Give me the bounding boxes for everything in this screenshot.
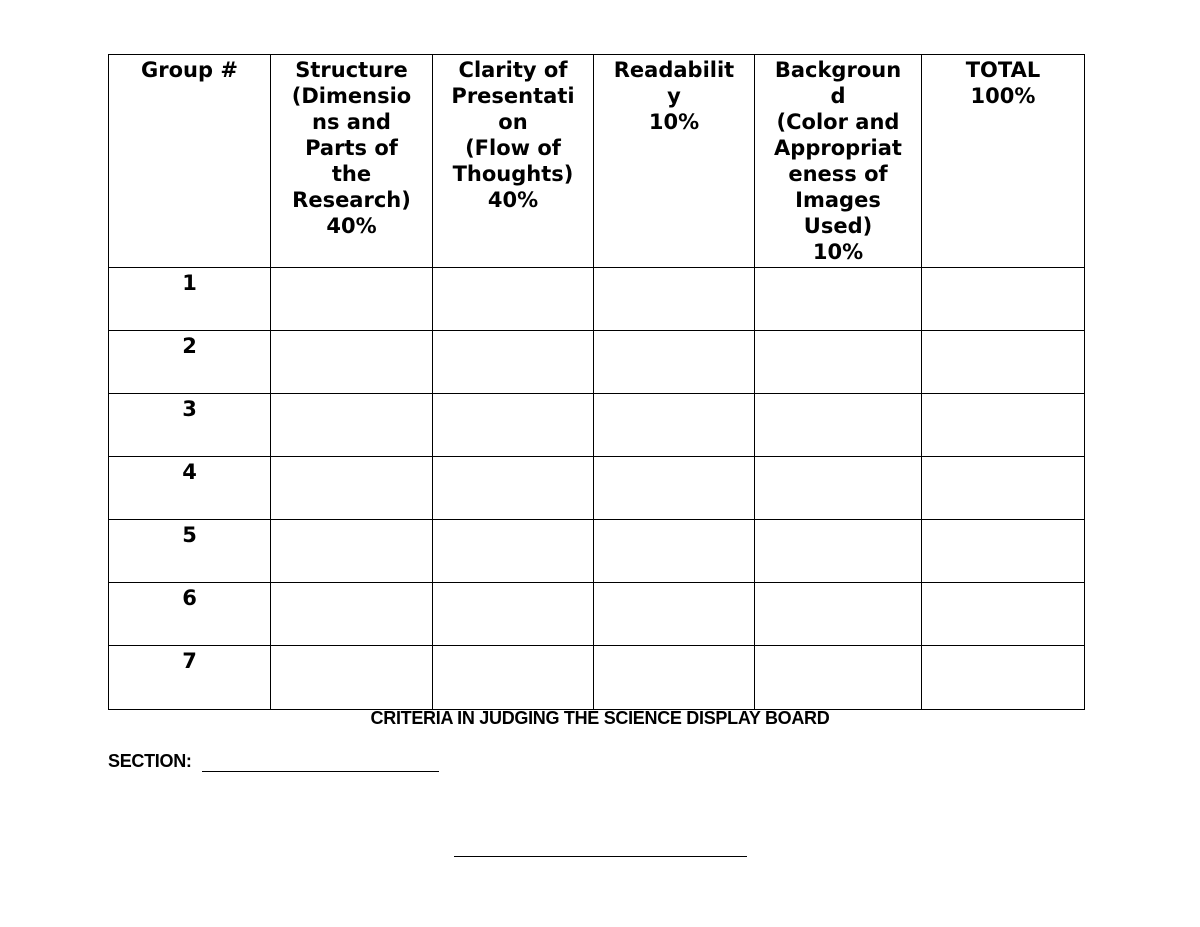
structure-score-cell[interactable] bbox=[271, 331, 433, 394]
background-score-cell[interactable] bbox=[755, 331, 922, 394]
judging-criteria-table bbox=[108, 54, 1085, 710]
structure-score-cell[interactable] bbox=[271, 268, 433, 331]
structure-score-cell[interactable] bbox=[271, 520, 433, 583]
header-readability: Readabilit y 10% bbox=[594, 55, 755, 268]
total-score-cell[interactable] bbox=[922, 394, 1085, 457]
total-score-cell[interactable] bbox=[922, 583, 1085, 646]
total-score-cell[interactable] bbox=[922, 646, 1085, 710]
table-row bbox=[109, 268, 1085, 331]
background-score-cell[interactable] bbox=[755, 520, 922, 583]
table-row bbox=[109, 394, 1085, 457]
total-score-cell[interactable] bbox=[922, 331, 1085, 394]
clarity-score-cell[interactable] bbox=[433, 646, 594, 710]
header-total: TOTAL 100% bbox=[922, 55, 1085, 268]
background-score-cell[interactable] bbox=[755, 394, 922, 457]
total-score-cell[interactable] bbox=[922, 457, 1085, 520]
table-row bbox=[109, 457, 1085, 520]
total-score-cell[interactable] bbox=[922, 520, 1085, 583]
background-score-cell[interactable] bbox=[755, 583, 922, 646]
table-row bbox=[109, 646, 1085, 710]
header-row bbox=[109, 55, 1085, 268]
table-row bbox=[109, 331, 1085, 394]
background-score-cell[interactable] bbox=[755, 268, 922, 331]
group-number-cell: 2 bbox=[109, 331, 271, 394]
header-background: Backgroun d (Color and Appropriat eness of Images Used) 10% bbox=[755, 55, 922, 268]
section-label: SECTION: bbox=[108, 751, 192, 771]
clarity-score-cell[interactable] bbox=[433, 457, 594, 520]
total-score-cell[interactable] bbox=[922, 268, 1085, 331]
readability-score-cell[interactable] bbox=[594, 520, 755, 583]
clarity-score-cell[interactable] bbox=[433, 331, 594, 394]
clarity-score-cell[interactable] bbox=[433, 520, 594, 583]
group-number-cell: 1 bbox=[109, 268, 271, 331]
structure-score-cell[interactable] bbox=[271, 646, 433, 710]
background-score-cell[interactable] bbox=[755, 457, 922, 520]
header-group-number: Group # bbox=[109, 55, 271, 268]
header-clarity: Clarity of Presentati on (Flow of Thoughts) 40% bbox=[433, 55, 594, 268]
group-number-cell: 4 bbox=[109, 457, 271, 520]
readability-score-cell[interactable] bbox=[594, 331, 755, 394]
clarity-score-cell[interactable] bbox=[433, 394, 594, 457]
section-blank-line[interactable] bbox=[202, 771, 439, 772]
readability-score-cell[interactable] bbox=[594, 268, 755, 331]
readability-score-cell[interactable] bbox=[594, 457, 755, 520]
group-number-cell: 5 bbox=[109, 520, 271, 583]
readability-score-cell[interactable] bbox=[594, 646, 755, 710]
clarity-score-cell[interactable] bbox=[433, 268, 594, 331]
clarity-score-cell[interactable] bbox=[433, 583, 594, 646]
structure-score-cell[interactable] bbox=[271, 583, 433, 646]
group-number-cell: 3 bbox=[109, 394, 271, 457]
background-score-cell[interactable] bbox=[755, 646, 922, 710]
table-row bbox=[109, 520, 1085, 583]
structure-score-cell[interactable] bbox=[271, 394, 433, 457]
criteria-caption: CRITERIA IN JUDGING THE SCIENCE DISPLAY BOARD bbox=[370, 708, 830, 728]
signature-blank-line[interactable] bbox=[454, 856, 747, 857]
structure-score-cell[interactable] bbox=[271, 457, 433, 520]
header-structure: Structure (Dimensio ns and Parts of the Research) 40% bbox=[271, 55, 433, 268]
table-row bbox=[109, 583, 1085, 646]
group-number-cell: 6 bbox=[109, 583, 271, 646]
readability-score-cell[interactable] bbox=[594, 394, 755, 457]
group-number-cell: 7 bbox=[109, 646, 271, 710]
readability-score-cell[interactable] bbox=[594, 583, 755, 646]
